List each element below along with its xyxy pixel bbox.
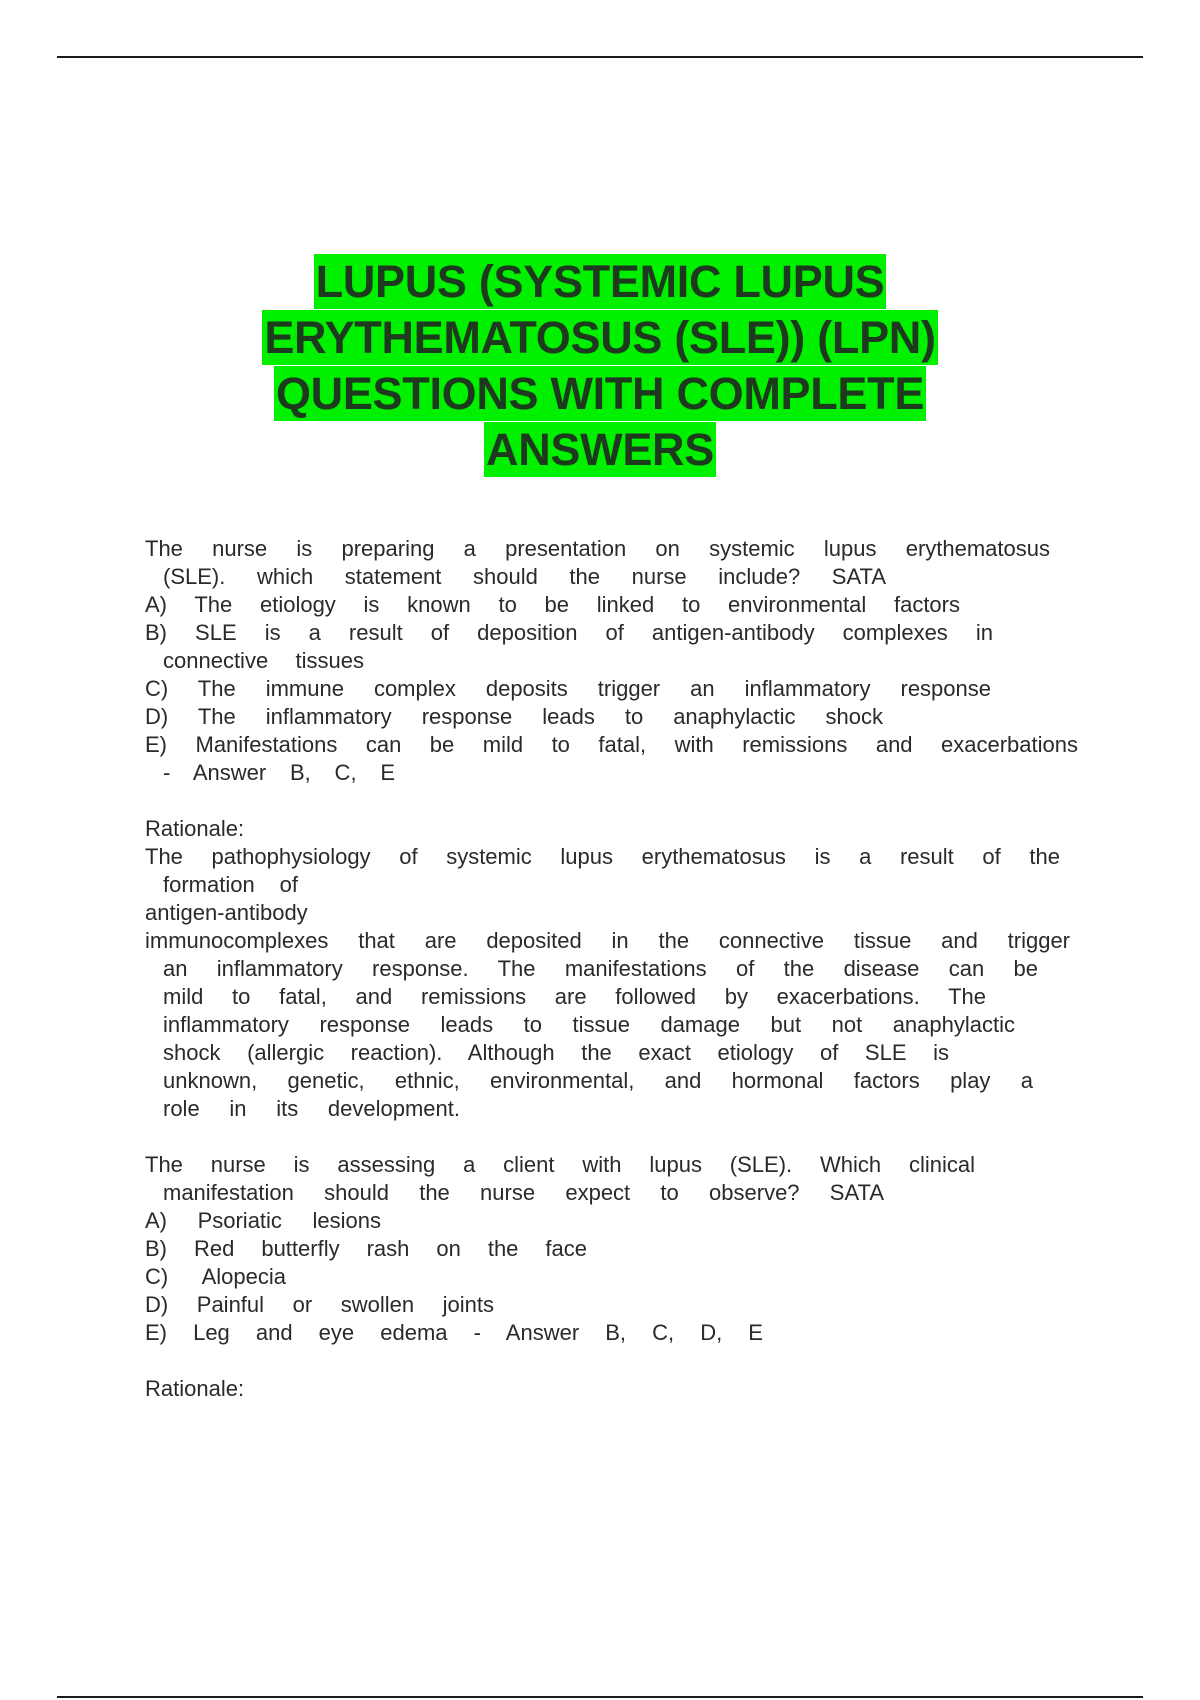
- rationale-text: inflammatory response leads to tissue damage but not anaphylactic: [163, 1012, 1015, 1037]
- question-1: [145, 535, 1085, 787]
- answer-option-d: D) The inflammatory response leads to anaphylactic shock: [145, 704, 883, 729]
- answer-option-e: E) Manifestations can be mild to fatal, with remissions and exacerbations: [145, 732, 1078, 757]
- rationale-2: [145, 1375, 1085, 1403]
- answer-key: - Answer B, C, E: [163, 760, 395, 785]
- answer-option-a: A) Psoriatic lesions: [145, 1208, 381, 1233]
- title-line-2: ERYTHEMATOSUS (SLE)) (LPN): [264, 312, 936, 363]
- bottom-rule: [57, 1696, 1143, 1698]
- top-rule: [57, 56, 1143, 58]
- rationale-text: unknown, genetic, ethnic, environmental, and hormonal factors play a: [163, 1068, 1033, 1093]
- answer-option-b-cont: connective tissues: [163, 648, 364, 673]
- answer-option-c: C) Alopecia: [145, 1264, 286, 1289]
- answer-option-a: A) The etiology is known to be linked to environmental factors: [145, 592, 960, 617]
- document-title: [140, 254, 1060, 478]
- question-stem: manifestation should the nurse expect to observe? SATA: [163, 1180, 884, 1205]
- title-line-3: QUESTIONS WITH COMPLETE: [275, 368, 925, 419]
- question-stem: (SLE). which statement should the nurse include? SATA: [163, 564, 886, 589]
- document-body: [145, 535, 1085, 1403]
- rationale-text: mild to fatal, and remissions are followed by exacerbations. The: [163, 984, 986, 1009]
- title-line-4: ANSWERS: [486, 424, 714, 475]
- title-line-1: LUPUS (SYSTEMIC LUPUS: [315, 256, 885, 307]
- answer-option-b: B) SLE is a result of deposition of antigen-antibody complexes in: [145, 620, 993, 645]
- rationale-text: antigen-antibody: [145, 900, 308, 925]
- rationale-text: immunocomplexes that are deposited in the connective tissue and trigger: [145, 928, 1070, 953]
- rationale-text: shock (allergic reaction). Although the exact etiology of SLE is: [163, 1040, 949, 1065]
- question-stem: The nurse is assessing a client with lupus (SLE). Which clinical: [145, 1152, 975, 1177]
- answer-option-c: C) The immune complex deposits trigger an inflammatory response: [145, 676, 991, 701]
- rationale-1: [145, 815, 1085, 1123]
- rationale-text: an inflammatory response. The manifestations of the disease can be: [163, 956, 1038, 981]
- rationale-text: role in its development.: [163, 1096, 460, 1121]
- question-stem: The nurse is preparing a presentation on systemic lupus erythematosus: [145, 536, 1050, 561]
- question-2: [145, 1151, 1085, 1347]
- answer-option-b: B) Red butterfly rash on the face: [145, 1236, 587, 1261]
- rationale-label: Rationale:: [145, 816, 245, 841]
- rationale-text: formation of: [163, 872, 298, 897]
- rationale-label: Rationale:: [145, 1376, 245, 1401]
- answer-option-d: D) Painful or swollen joints: [145, 1292, 494, 1317]
- answer-option-e: E) Leg and eye edema - Answer B, C, D, E: [145, 1320, 763, 1345]
- rationale-text: The pathophysiology of systemic lupus erythematosus is a result of the: [145, 844, 1060, 869]
